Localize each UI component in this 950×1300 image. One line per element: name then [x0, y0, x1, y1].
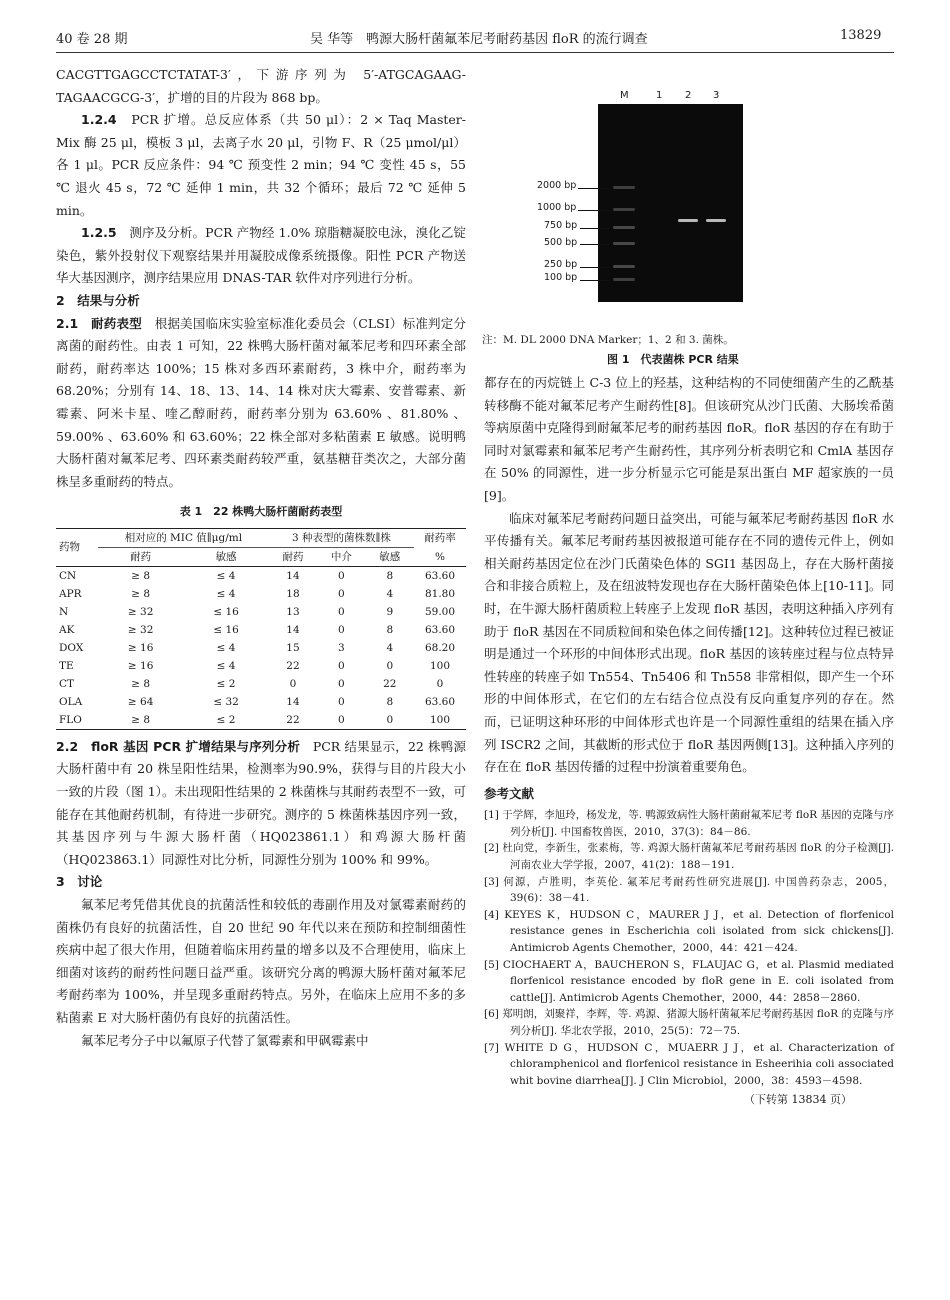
table-row: CT ≥ 8 ≤ 2 0 0 22 0 — [59, 677, 444, 690]
ladder-label: 750 bp — [544, 220, 578, 231]
figure-note: 注：M. DL 2000 DNA Marker；1、2 和 3. 菌株。 — [482, 334, 734, 346]
right-column — [484, 372, 894, 1112]
reference-item: [7] WHITE D G，HUDSON C，MUAERR J J，et al. Characterization of chloramphenicol and florfenicol resistance in Esheerihia coli associated whit bovine diarrhea[J]. J Clin Microbiol，2000，38：4593－4598. — [484, 1041, 894, 1087]
th-count-resistant: 耐药 — [269, 547, 317, 566]
th-mic-resistant: 耐药 — [98, 547, 183, 566]
primer-sequence-paragraph: CACGTTGAGCCTCTATAT-3′，下游序列为 5′-ATGCAGAAG-TAGAACGCG-3′，扩增的目的片段为 868 bp。 — [56, 67, 466, 105]
transmission-paragraph: 临床对氟苯尼考耐药问题日益突出，可能与氟苯尼考耐药基因 floR 水平传播有关。氟苯尼考耐药基因被报道可能存在不同的遗传元件上，例如相关耐药基因定位在沙门氏菌染色体的 SGI1 基因岛上，存在大肠杆菌接合和非接合质粒上，及在纽波特发现也存在大肠杆菌染色体上[10-11]。同时，在牛源大肠杆菌质粒上转座子上发现 floR 基因，表明这种插入序列有助于 floR 基因在不同质粒间和染色体之间传播[12]。这种转位过程已被证明是通过一个环形的中间体形式出现。floR 基因的该转座过程与位点特异性转座的转座子如 Tn554、Tn5406 和 Tn558 非常相似，即产生一个环形的中间体形式，在它们的左右结合位点没有反向重复序列的存在。然而，已证明这种环形的中间体形式也许是一个同源性重组的结果在插入序列 ISCR2 之间，其截断的形式位于 floR 基因两侧[13]。这种插入序列的存在在 floR 基因传播的过程中扮演着重要角色。 — [484, 510, 894, 775]
section-results-heading: 2 结果与分析 — [56, 292, 140, 308]
gel-image — [598, 104, 743, 302]
pcr-results-paragraph: 2.2 floR 基因 PCR 扩增结果与序列分析 PCR 结果显示，22 株鸭源大肠杆菌中有 20 株呈阳性结果，检测率为90.9%，获得与目的片段大小一致的片段（图 1）。未出现阳性结果的 2 株菌株与其耐药表型不一致，可能存在其他耐药机制，有待进一步研究。测序的 5 株菌株基因序列一致，其基因序列与牛源大肠杆菌（HQ023861.1）和鸡源大肠杆菌（HQ023863.1）同源性对比分析，同源性分别为 100% 和 99%。 — [56, 738, 466, 867]
reference-item: [5] CIOCHAERT A，BAUCHERON S，FLAUJAC G，et al. Plasmid mediated florfenicol resistance encoded by floR gene in E. coli isolated from cattle[J]. Antimicrob Agents Chemother，2000，44：2858－2860. — [484, 958, 894, 1004]
table-title: 表 1 22 株鸭大肠杆菌耐药表型 — [179, 505, 343, 519]
reference-item: [2] 杜向党，李新生，张素梅，等. 鸡源大肠杆菌氟苯尼考耐药基因 floR 的分子检测[J]. 河南农业大学学报，2007，41(2)：188－191. — [484, 842, 894, 872]
lane-label-m: M — [620, 90, 629, 101]
page-number: 13829 — [840, 28, 882, 43]
reference-list — [484, 807, 894, 1089]
lane-label-1: 1 — [656, 90, 663, 101]
references-heading: 参考文献 — [484, 785, 535, 801]
th-counts: 3 种表型的菌株数∥株 — [269, 528, 414, 547]
sample-band-lane-3 — [706, 219, 726, 222]
th-drug: 药物 — [56, 528, 98, 566]
th-mic-sensitive: 敏感 — [183, 547, 268, 566]
th-percent: % — [414, 547, 466, 566]
marker-band-750 — [613, 226, 635, 229]
table-row: CN ≥ 8 ≤ 4 14 0 8 63.60 — [59, 569, 456, 582]
th-rate: 耐药率 — [414, 528, 466, 547]
reference-item: [6] 郑明朗，刘聚祥，李辉，等. 鸡源、猪源大肠杆菌氟苯尼考耐药基因 floR 的克隆与序列分析[J]. 华北农学报，2010，25(5)：72－75. — [484, 1008, 894, 1037]
sequencing-paragraph: 1.2.5 测序及分析。PCR 产物经 1.0% 琼脂糖凝胶电泳，溴化乙锭染色，紫外投射仪下观察结果并用凝胶成像系统摄像。阳性 PCR 产物送华大基因测序，测序结果应用 DNAS-TAR 软件对序列进行分析。 — [56, 225, 466, 286]
lane-label-3: 3 — [713, 90, 720, 101]
table-row: AK ≥ 32 ≤ 16 14 0 8 63.60 — [59, 623, 456, 636]
resistance-phenotype-paragraph: 2.1 耐药表型 根据美国临床实验室标准化委员会（CLSI）标准判定分离菌的耐药性。由表 1 可知，22 株鸭大肠杆菌对氟苯尼考和四环素全部耐药，耐药率达 100%；15 株对多西环素耐药，3 株中介，耐药率为 68.20%；分别有 14、18、13、14、14 株对庆大霉素、安普霉素、新霉素、阿米卡星、喹乙醇耐药，耐药率分别为 63.60% 、81.80% 、59.00% 、63.60% 和 63.60%；22 株全部对多粘菌素 E 敏感。说明鸭大肠杆菌对氟苯尼考、四环素类耐药较严重，氨基糖苷类次之，大部分菌株呈多重耐药的特点。 — [56, 315, 466, 489]
lane-label-2: 2 — [685, 90, 692, 101]
left-column — [56, 64, 466, 1052]
marker-band-100 — [613, 278, 635, 281]
section-discussion-heading: 3 讨论 — [56, 874, 103, 890]
table-row: TE ≥ 16 ≤ 4 22 0 0 100 — [59, 659, 451, 672]
marker-band-1000 — [613, 208, 635, 211]
table-row: FLO ≥ 8 ≤ 2 22 0 0 100 — [56, 711, 466, 730]
marker-band-250 — [613, 265, 635, 268]
marker-band-500 — [613, 242, 635, 245]
ladder-pointer — [580, 267, 610, 268]
ladder-label: 1000 bp — [537, 202, 577, 213]
reference-item: [4] KEYES K，HUDSON C，MAURER J J，et al. Detection of florfenicol resistance genes in Escherichia coli isolated from sick chickens[J]. Antimicrob Agents Chemother，2000，44：421－424. — [484, 908, 894, 955]
ladder-label: 2000 bp — [537, 180, 577, 191]
figure-title: 图 1 代表菌株 PCR 结果 — [607, 353, 739, 366]
ladder-pointer — [580, 228, 610, 229]
header-rule — [56, 52, 894, 53]
discussion-continued-paragraph: 都存在的丙烷链上 C-3 位上的羟基，这种结构的不同使细菌产生的乙酰基转移酶不能对氟苯尼考产生耐药性[8]。但该研究从沙门氏菌、大肠埃希菌等病原菌中克隆得到耐氟苯尼考的耐药基因 floR。floR 基因的存在有助于同时对氯霉素和氟苯尼考产生耐药性，其序列分析表明它和 CmlA 基因存在 50% 的同源性，进一步分析显示它可能是泵出蛋白 MF 超家族的一员[9]。 — [484, 375, 894, 503]
reference-item: [3] 何源，卢胜明，李英伦. 氟苯尼考耐药性研究进展[J]. 中国兽药杂志，2005，39(6)：38－41. — [484, 875, 894, 905]
ladder-pointer — [578, 188, 610, 189]
table-row: DOX ≥ 16 ≤ 4 15 3 4 68.20 — [59, 641, 456, 654]
pcr-amplification-paragraph: 1.2.4 PCR 扩增。总反应体系（共 50 μl）：2 × Taq Master-Mix 酶 25 μl，模板 3 μl，去离子水 20 μl，引物 F、R（25 μmol/μl）各 1 μl。PCR 反应条件：94 ℃ 预变性 2 min；94 ℃ 变性 45 s，55 ℃ 退火 45 s，72 ℃ 延伸 1 min，共 32 个循环；最后 72 ℃ 延伸 5 min。 — [56, 112, 466, 218]
resistance-table — [56, 528, 466, 730]
th-count-intermediate: 中介 — [317, 547, 365, 566]
ladder-label: 500 bp — [544, 237, 578, 248]
table-row: APR ≥ 8 ≤ 4 18 0 4 81.80 — [59, 587, 456, 600]
ladder-pointer — [580, 244, 610, 245]
running-title: 吴 华等 鸭源大肠杆菌氟苯尼考耐药基因 floR 的流行调查 — [310, 32, 648, 47]
table-row: OLA ≥ 64 ≤ 32 14 0 8 63.60 — [59, 695, 456, 708]
ladder-pointer — [580, 280, 610, 281]
ladder-label: 100 bp — [544, 272, 578, 283]
ladder-label: 250 bp — [544, 259, 578, 270]
ladder-pointer — [578, 210, 610, 211]
th-mic: 相对应的 MIC 值∥μg/ml — [98, 528, 269, 547]
sample-band-lane-2 — [678, 219, 698, 222]
discussion-paragraph: 氟苯尼考凭借其优良的抗菌活性和较低的毒副作用及对氯霉素耐药的菌株仍有良好的抗菌活性，自 20 世纪 90 年代以来在预防和控制细菌性疾病中起了很大作用，但随着临床用药量的增多以及不合理使用，临床上细菌对该药的耐药性问题日益严重。该研究分离的鸭源大肠杆菌对氟苯尼考耐药率为 100%，并呈现多重耐药特点。另外，在临床上应用不多的多粘菌素 E 对大肠杆菌仍有良好的抗菌活性。 — [56, 897, 466, 1025]
discussion-paragraph-2: 氟苯尼考分子中以氟原子代替了氯霉素和甲砜霉素中 — [81, 1032, 369, 1048]
journal-volume-issue: 40 卷 28 期 — [56, 32, 128, 47]
marker-band-2000 — [613, 186, 635, 189]
th-count-sensitive: 敏感 — [366, 547, 414, 566]
reference-item: [1] 于学辉，李旭玲，杨发龙，等. 鸭源致病性大肠杆菌耐氟苯尼考 floR 基因的克隆与序列分析[J]. 中国畜牧兽医，2010，37(3)：84－86. — [484, 809, 894, 838]
continued-note: （下转第 13834 页） — [744, 1093, 852, 1107]
table-row: N ≥ 32 ≤ 16 13 0 9 59.00 — [59, 605, 456, 618]
